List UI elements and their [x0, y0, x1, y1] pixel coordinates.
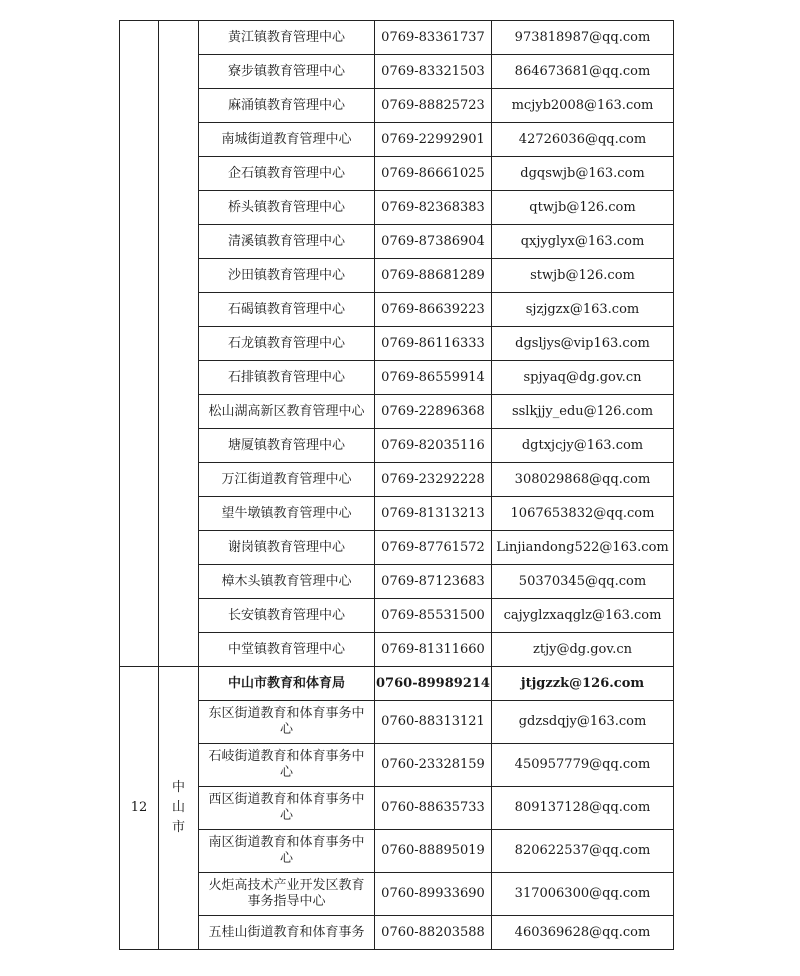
table-row	[120, 21, 674, 55]
phone-cell	[375, 830, 492, 873]
phone-cell	[375, 916, 492, 950]
index-cell	[120, 21, 159, 667]
office-name-text: 南区街道教育和体育事务中心	[208, 835, 365, 866]
phone-cell	[375, 21, 492, 55]
email-cell	[492, 633, 674, 667]
phone-text: 0769-88681289	[381, 267, 485, 283]
office-name-text: 寮步镇教育管理中心	[227, 63, 345, 79]
email-cell	[492, 157, 674, 191]
office-name-text: 中堂镇教育管理中心	[227, 641, 345, 657]
phone-cell	[375, 497, 492, 531]
office-name-cell	[199, 599, 375, 633]
city-cell	[159, 667, 199, 950]
office-name-text: 石龙镇教育管理中心	[227, 335, 345, 351]
office-name-cell	[199, 21, 375, 55]
phone-text: 0769-82368383	[381, 199, 485, 215]
phone-cell	[375, 293, 492, 327]
email-text: gdzsdqjy@163.com	[518, 714, 647, 729]
office-name-text: 万江街道教育管理中心	[221, 471, 352, 487]
table-row	[120, 463, 674, 497]
office-name-cell	[199, 225, 375, 259]
email-cell	[492, 531, 674, 565]
phone-cell	[375, 429, 492, 463]
email-text: sslkjjy_edu@126.com	[511, 403, 654, 419]
phone-cell	[375, 744, 492, 787]
email-cell	[492, 123, 674, 157]
city-cell	[159, 21, 199, 667]
table-row	[120, 565, 674, 599]
email-text: mcjyb2008@163.com	[511, 97, 654, 113]
office-name-cell	[199, 633, 375, 667]
email-cell	[492, 565, 674, 599]
office-name-text: 西区街道教育和体育事务中心	[208, 792, 365, 823]
email-text: dgsljys@vip163.com	[515, 335, 650, 351]
phone-text: 0760-88203588	[381, 924, 485, 940]
phone-cell	[375, 667, 492, 701]
office-name-text: 谢岗镇教育管理中心	[227, 539, 345, 555]
email-text: stwjb@126.com	[530, 267, 635, 283]
email-cell	[492, 395, 674, 429]
email-text: 973818987@qq.com	[514, 29, 651, 45]
email-text: dgtxjcjy@163.com	[521, 437, 644, 453]
phone-text: 0760-23328159	[381, 757, 485, 772]
email-cell	[492, 191, 674, 225]
phone-cell	[375, 633, 492, 667]
phone-cell	[375, 55, 492, 89]
office-name-cell	[199, 293, 375, 327]
table-row	[120, 531, 674, 565]
table-row	[120, 191, 674, 225]
table-row	[120, 327, 674, 361]
office-name-cell	[199, 123, 375, 157]
office-name-text: 石碣镇教育管理中心	[227, 301, 345, 317]
office-name-cell	[199, 873, 375, 916]
office-name-cell	[199, 361, 375, 395]
email-cell	[492, 361, 674, 395]
email-cell	[492, 463, 674, 497]
email-text: 809137128@qq.com	[514, 800, 651, 815]
office-name-text: 五桂山街道教育和体育事务	[208, 924, 365, 940]
email-text: spjyaq@dg.gov.cn	[523, 369, 642, 385]
email-cell	[492, 21, 674, 55]
phone-text: 0769-23292228	[381, 471, 485, 487]
phone-cell	[375, 531, 492, 565]
phone-text: 0760-89989214	[376, 675, 490, 691]
office-name-text: 桥头镇教育管理中心	[227, 199, 345, 215]
office-name-cell	[199, 327, 375, 361]
office-name-text: 火炬高技术产业开发区教育事务指导中心	[208, 878, 365, 909]
office-name-text: 清溪镇教育管理中心	[227, 233, 345, 249]
office-name-cell	[199, 463, 375, 497]
office-name-cell	[199, 916, 375, 950]
email-text: 50370345@qq.com	[518, 573, 647, 589]
office-name-cell	[199, 395, 375, 429]
office-name-cell	[199, 744, 375, 787]
office-name-text: 塘厦镇教育管理中心	[227, 437, 345, 453]
phone-cell	[375, 599, 492, 633]
email-text: qxjyglyx@163.com	[520, 233, 645, 249]
email-cell	[492, 497, 674, 531]
email-text: 820622537@qq.com	[514, 843, 651, 858]
office-name-text: 望牛墩镇教育管理中心	[221, 505, 352, 521]
email-text: dgqswjb@163.com	[520, 165, 645, 181]
phone-text: 0769-86559914	[381, 369, 485, 385]
table-row	[120, 497, 674, 531]
phone-text: 0760-88313121	[381, 714, 485, 729]
email-text: 460369628@qq.com	[514, 924, 651, 940]
email-text: 1067653832@qq.com	[510, 505, 655, 521]
office-name-cell	[199, 565, 375, 599]
office-name-cell	[199, 497, 375, 531]
office-name-text: 黄江镇教育管理中心	[227, 29, 345, 45]
office-name-cell	[199, 429, 375, 463]
office-name-cell	[199, 701, 375, 744]
email-cell	[492, 429, 674, 463]
phone-cell	[375, 225, 492, 259]
table-row	[120, 157, 674, 191]
table-row	[120, 225, 674, 259]
email-cell	[492, 55, 674, 89]
email-cell	[492, 744, 674, 787]
phone-text: 0769-82035116	[381, 437, 485, 453]
table-row	[120, 361, 674, 395]
email-text: 308029868@qq.com	[514, 471, 651, 487]
phone-text: 0769-87386904	[381, 233, 485, 249]
contact-table-body	[120, 21, 674, 950]
email-cell	[492, 599, 674, 633]
phone-text: 0769-81313213	[381, 505, 485, 521]
table-row	[120, 89, 674, 123]
phone-cell	[375, 123, 492, 157]
phone-text: 0760-88635733	[381, 800, 485, 815]
email-cell	[492, 916, 674, 950]
table-row	[120, 395, 674, 429]
email-cell	[492, 667, 674, 701]
email-cell	[492, 293, 674, 327]
office-name-text: 石岐街道教育和体育事务中心	[208, 749, 365, 780]
phone-text: 0769-83321503	[381, 63, 485, 79]
office-name-cell	[199, 55, 375, 89]
email-cell	[492, 787, 674, 830]
phone-text: 0760-88895019	[381, 843, 485, 858]
office-name-text: 麻涌镇教育管理中心	[227, 97, 345, 113]
email-text: jtjgzzk@126.com	[520, 675, 645, 691]
table-row	[120, 123, 674, 157]
office-name-text: 南城街道教育管理中心	[221, 131, 352, 147]
email-text: Linjiandong522@163.com	[496, 539, 669, 555]
office-name-cell	[199, 191, 375, 225]
phone-cell	[375, 565, 492, 599]
office-name-cell	[199, 667, 375, 701]
email-cell	[492, 327, 674, 361]
phone-cell	[375, 259, 492, 293]
phone-text: 0769-86661025	[381, 165, 485, 181]
email-text: 42726036@qq.com	[518, 131, 647, 147]
office-name-text: 东区街道教育和体育事务中心	[208, 706, 365, 737]
email-text: ztjy@dg.gov.cn	[533, 641, 632, 657]
phone-cell	[375, 463, 492, 497]
table-row	[120, 744, 674, 787]
table-row	[120, 667, 674, 701]
table-row	[120, 916, 674, 950]
phone-cell	[375, 327, 492, 361]
table-row	[120, 293, 674, 327]
phone-text: 0769-86116333	[381, 335, 485, 351]
index-cell	[120, 667, 159, 950]
phone-text: 0769-87123683	[381, 573, 485, 589]
email-cell	[492, 89, 674, 123]
office-name-cell	[199, 830, 375, 873]
city-text: 中山市	[171, 780, 185, 835]
contact-table	[119, 20, 674, 950]
office-name-text: 樟木头镇教育管理中心	[221, 573, 352, 589]
phone-text: 0769-22992901	[381, 131, 485, 147]
office-name-cell	[199, 787, 375, 830]
table-row	[120, 830, 674, 873]
office-name-text: 中山市教育和体育局	[227, 675, 345, 691]
email-text: qtwjb@126.com	[529, 199, 636, 215]
email-text: sjzjgzx@163.com	[525, 301, 640, 317]
table-row	[120, 787, 674, 830]
email-cell	[492, 259, 674, 293]
phone-cell	[375, 157, 492, 191]
office-name-cell	[199, 89, 375, 123]
phone-cell	[375, 787, 492, 830]
office-name-cell	[199, 157, 375, 191]
email-cell	[492, 873, 674, 916]
phone-text: 0769-22896368	[381, 403, 485, 419]
office-name-cell	[199, 531, 375, 565]
office-name-text: 企石镇教育管理中心	[227, 165, 345, 181]
table-row	[120, 429, 674, 463]
table-row	[120, 259, 674, 293]
email-text: 864673681@qq.com	[514, 63, 651, 79]
phone-cell	[375, 191, 492, 225]
table-row	[120, 633, 674, 667]
phone-text: 0760-89933690	[381, 886, 485, 901]
phone-cell	[375, 395, 492, 429]
table-row	[120, 701, 674, 744]
email-cell	[492, 830, 674, 873]
phone-text: 0769-83361737	[381, 29, 485, 45]
phone-cell	[375, 361, 492, 395]
phone-text: 0769-87761572	[381, 539, 485, 555]
office-name-text: 沙田镇教育管理中心	[227, 267, 345, 283]
office-name-cell	[199, 259, 375, 293]
email-cell	[492, 225, 674, 259]
phone-cell	[375, 701, 492, 744]
table-row	[120, 599, 674, 633]
phone-cell	[375, 873, 492, 916]
phone-cell	[375, 89, 492, 123]
table-row	[120, 55, 674, 89]
phone-text: 0769-86639223	[381, 301, 485, 317]
email-text: 317006300@qq.com	[514, 886, 651, 901]
phone-text: 0769-88825723	[381, 97, 485, 113]
office-name-text: 松山湖高新区教育管理中心	[208, 403, 365, 419]
table-row	[120, 873, 674, 916]
office-name-text: 石排镇教育管理中心	[227, 369, 345, 385]
email-text: 450957779@qq.com	[514, 757, 651, 772]
email-text: cajyglzxaqglz@163.com	[503, 607, 662, 623]
phone-text: 0769-85531500	[381, 607, 485, 623]
office-name-text: 长安镇教育管理中心	[227, 607, 345, 623]
index-text: 12	[130, 800, 148, 815]
email-cell	[492, 701, 674, 744]
phone-text: 0769-81311660	[381, 641, 485, 657]
